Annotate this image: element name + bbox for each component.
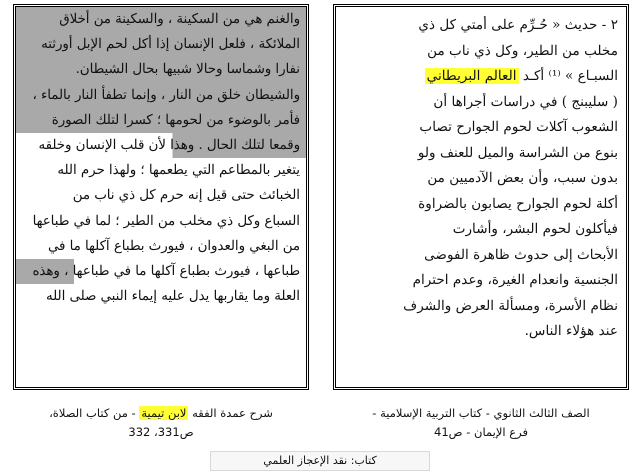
right-text-line: الشعوب آكلات لحوم الجوارح تصاب bbox=[419, 119, 618, 135]
left-text-line: يتغير بالمطاعم التي يطعمها ؛ ولهذا حرم الله bbox=[57, 163, 300, 179]
left-text-line: طباعها ، فيورث بطباع آكلها ما في طباعها ، وهذه bbox=[16, 259, 306, 284]
right-text-line: عند هؤلاء الناس. bbox=[524, 323, 618, 339]
left-text-lines bbox=[16, 7, 306, 309]
left-text-line: وقمعا لتلك الحال . وهذا لأن قلب الإنسان وخلقه bbox=[16, 133, 306, 158]
left-text-panel bbox=[13, 4, 309, 390]
left-text-line: من البغي والعدوان ، فيورث بطباع آكلها ما في bbox=[47, 238, 300, 254]
left-text-line: فأمر بالوضوء من لحومها ؛ كسرا لتلك الصورة bbox=[16, 108, 306, 133]
left-caption-text: شرح عمدة الفقه bbox=[188, 406, 273, 420]
right-caption-line-1: الصف الثالث الثانوي - كتاب التربية الإسلامية - bbox=[372, 406, 590, 420]
right-text-line: ( سليبنج ) في دراسات أجراها أن bbox=[433, 93, 618, 110]
right-source-caption bbox=[333, 404, 629, 442]
left-text-line: السباع وكل ذي مخلب من الطير ؛ لما في طباعها bbox=[32, 213, 300, 229]
right-text-line: بنوع من الشراسة والميل للعنف ولو bbox=[417, 144, 618, 161]
left-text-line: العلة وما يقاربها يدل عليه إيماء النبي صلى الله bbox=[46, 289, 300, 305]
right-text-line: مخلب من الطير، وكل ذي ناب من bbox=[427, 42, 618, 59]
right-text-line: نظام الأسرة، ومسألة العرض والشرف bbox=[403, 297, 618, 314]
author-highlight: لابن تيمية bbox=[141, 406, 187, 420]
right-text-line: ٢ - حديث « حُـرِّم على أمتي كل ذي bbox=[418, 17, 618, 33]
right-caption-line-2: فرع الإيمان - ص41 bbox=[434, 425, 528, 439]
scientist-highlight: العالم البريطاني bbox=[426, 68, 517, 84]
right-text-line: أكلة لحوم الجوارح يصابون بالضراوة bbox=[418, 195, 618, 212]
right-text-panel bbox=[333, 4, 629, 390]
left-caption-pages: ص331، 332 bbox=[128, 425, 194, 439]
left-source-caption bbox=[13, 404, 309, 442]
source-label: كتاب: نقد الإعجاز العلمي bbox=[210, 451, 430, 471]
left-caption-text-end: - من كتاب الصلاة، bbox=[49, 406, 140, 420]
right-text-lines bbox=[344, 13, 618, 345]
left-text-line: الخبائث حتى قيل إنه حرم كل ذي ناب من bbox=[72, 188, 300, 204]
right-text-line bbox=[344, 64, 618, 90]
right-text-line: فيأكلون لحوم البشر، وأشارت bbox=[452, 221, 618, 237]
right-text-line: الأبحاث إلى حدوث ظاهرة الفوضى bbox=[424, 246, 618, 263]
left-text-line: نفارا وشماسا وحالا شبيها بحال الشيطان. bbox=[16, 57, 306, 82]
right-text-segment: السبـاع » ⁽¹⁾ أكـد bbox=[518, 68, 618, 84]
left-text-line: والشيطان خلق من النار ، وإنما تطفأ النار بالماء ، bbox=[16, 83, 306, 108]
right-text-line: بدون سبب، وأن بعض الآدميين من bbox=[427, 170, 618, 186]
left-text-line: الملائكة ، فلعل الإنسان إذا أكل لحم الإبل أورثته bbox=[16, 32, 306, 57]
left-text-line: والغنم هي من السكينة ، والسكينة من أخلاق bbox=[16, 7, 306, 32]
right-text-line: الجنسية وانعدام الغيرة، وعدم احترام bbox=[412, 272, 618, 288]
